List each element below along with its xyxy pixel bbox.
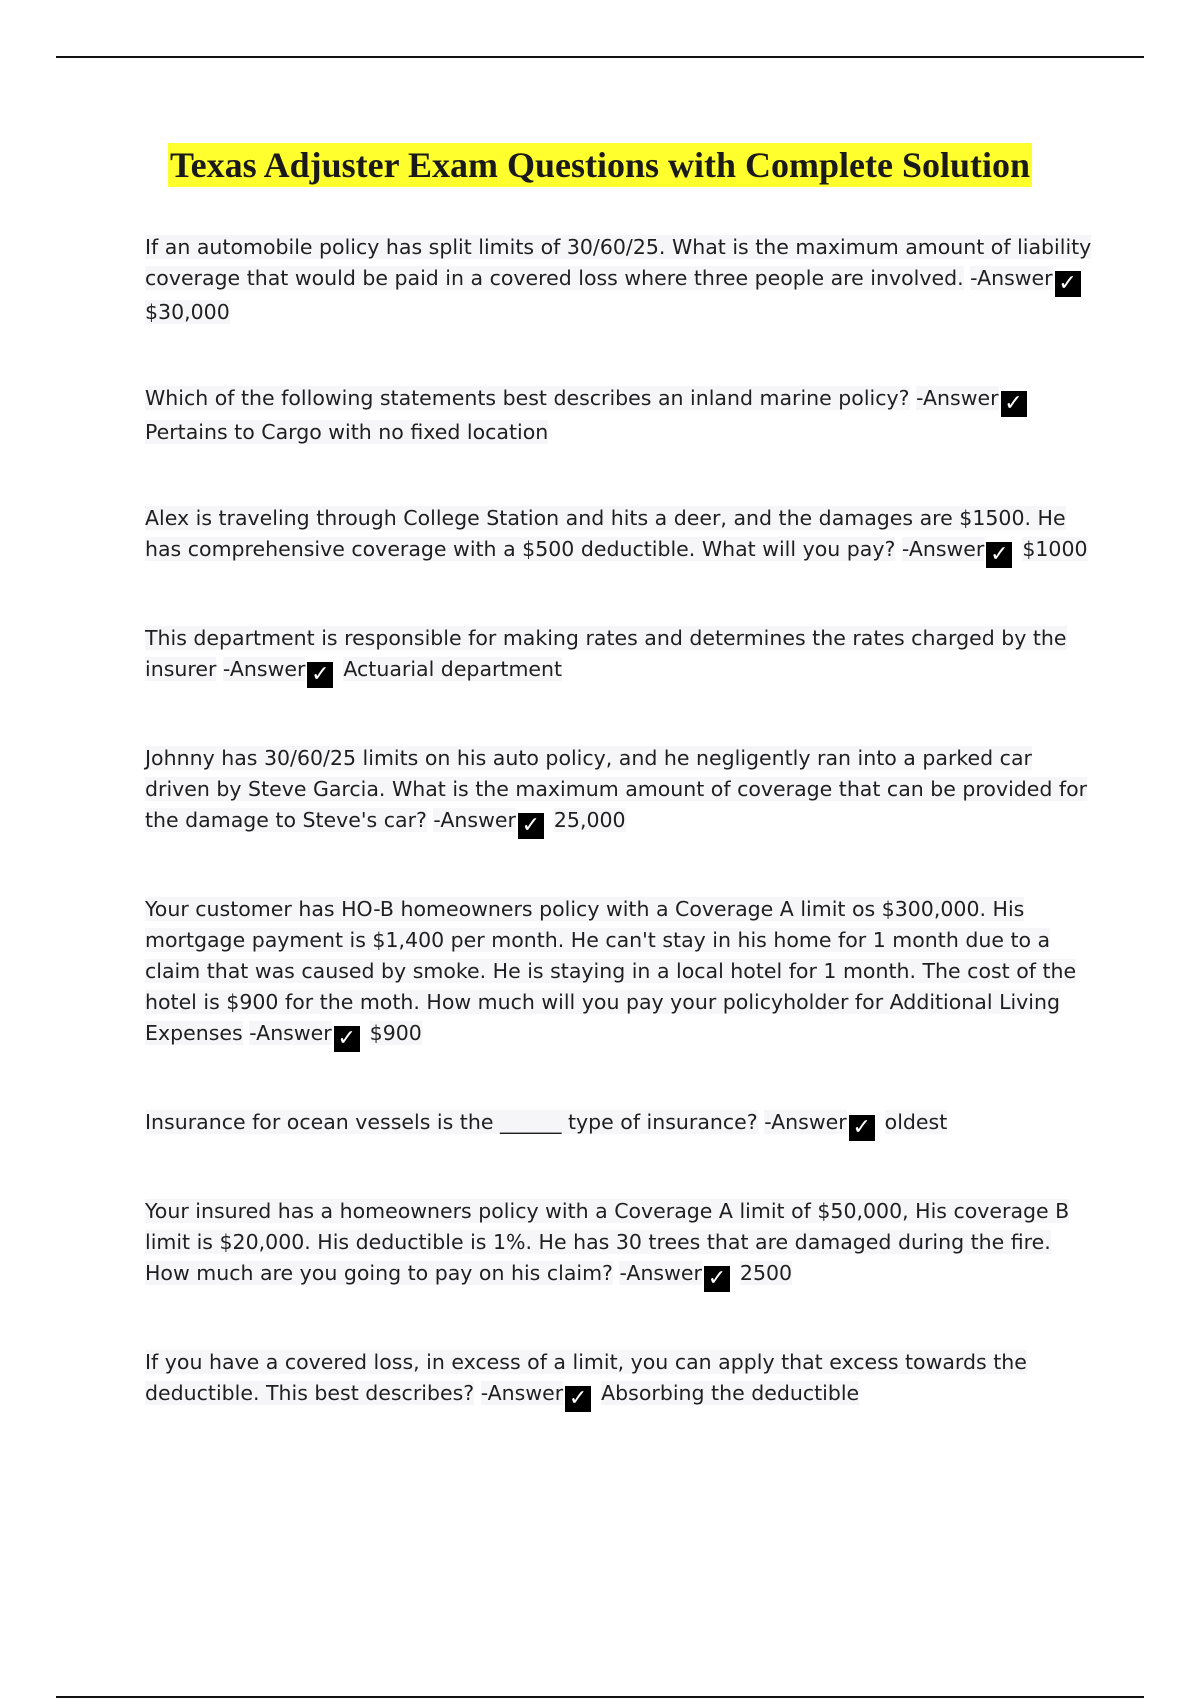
answer-marker: -Answer <box>433 808 516 832</box>
answer-text: $1000 <box>1022 537 1088 561</box>
answer-text: $30,000 <box>145 300 230 324</box>
qa-item <box>145 1196 1095 1292</box>
answer-marker: -Answer <box>916 386 999 410</box>
answer-text: oldest <box>884 1110 948 1134</box>
answer-text: Pertains to Cargo with no fixed location <box>145 420 549 444</box>
answer-text: Actuarial department <box>343 657 563 681</box>
answer-marker: -Answer <box>764 1110 847 1134</box>
answer-marker: -Answer <box>249 1021 332 1045</box>
answer-text: 2500 <box>739 1261 793 1285</box>
answer-text: Absorbing the deductible <box>601 1381 860 1405</box>
check-box-icon: ✓ <box>704 1266 730 1292</box>
qa-item <box>145 1107 1095 1141</box>
check-box-icon: ✓ <box>849 1115 875 1141</box>
question-text: If an automobile policy has split limits of 30/60/25. What is the maximum amount of liability coverage that would be paid in a covered loss where three people are involved. <box>145 235 1092 290</box>
check-box-icon: ✓ <box>307 662 333 688</box>
question-text: This department is responsible for making rates and determines the rates charged by the insurer <box>145 626 1067 681</box>
qa-item <box>145 743 1095 839</box>
qa-item <box>145 1347 1095 1412</box>
answer-text: 25,000 <box>553 808 626 832</box>
question-text: Which of the following statements best describes an inland marine policy? <box>145 386 910 410</box>
qa-item <box>145 383 1095 448</box>
check-box-icon: ✓ <box>334 1026 360 1052</box>
qa-item <box>145 232 1095 328</box>
answer-marker: -Answer <box>222 657 306 681</box>
answer-marker: -Answer <box>480 1381 564 1405</box>
question-text: Johnny has 30/60/25 limits on his auto policy, and he negligently ran into a parked car driven by Steve Garcia. What is the maximum amount of coverage that can be provided for the damage to Steve's car? <box>145 746 1088 832</box>
answer-text: $900 <box>369 1021 422 1045</box>
header-rule <box>56 56 1144 58</box>
check-box-icon: ✓ <box>1001 391 1027 417</box>
question-text: Your customer has HO-B homeowners policy with a Coverage A limit os $300,000. His mortgage payment is $1,400 per month. He can't stay in his home for 1 month due to a claim that was caused by smoke. He is staying in a local hotel for 1 month. The cost of the hotel is $900 for the moth. How much will you pay your policyholder for Additional Living Expenses <box>145 897 1077 1045</box>
qa-item <box>145 503 1095 568</box>
footer-rule <box>56 1696 1144 1698</box>
check-box-icon: ✓ <box>986 542 1012 568</box>
check-box-icon: ✓ <box>518 813 544 839</box>
answer-marker: -Answer <box>901 537 985 561</box>
check-box-icon: ✓ <box>565 1386 591 1412</box>
question-text: Insurance for ocean vessels is the ______ type of insurance? <box>145 1110 758 1134</box>
question-text: If you have a covered loss, in excess of a limit, you can apply that excess towards the deductible. This best describes? <box>145 1350 1027 1405</box>
qa-item <box>145 623 1095 688</box>
qa-list <box>145 232 1095 1412</box>
question-text: Alex is traveling through College Station and hits a deer, and the damages are $1500. He has comprehensive coverage with a $500 deductible. What will you pay? <box>145 506 1066 561</box>
answer-marker: -Answer <box>619 1261 702 1285</box>
qa-item <box>145 894 1095 1052</box>
document-title: Texas Adjuster Exam Questions with Complete Solution <box>169 145 1031 185</box>
check-box-icon: ✓ <box>1055 271 1081 297</box>
title-wrap <box>0 143 1200 187</box>
question-text: Your insured has a homeowners policy with a Coverage A limit of $50,000, His coverage B limit is $20,000. His deductible is 1%. He has 30 trees that are damaged during the fire. How much are you going to pay on his claim? <box>145 1199 1070 1285</box>
answer-marker: -Answer <box>970 266 1053 290</box>
